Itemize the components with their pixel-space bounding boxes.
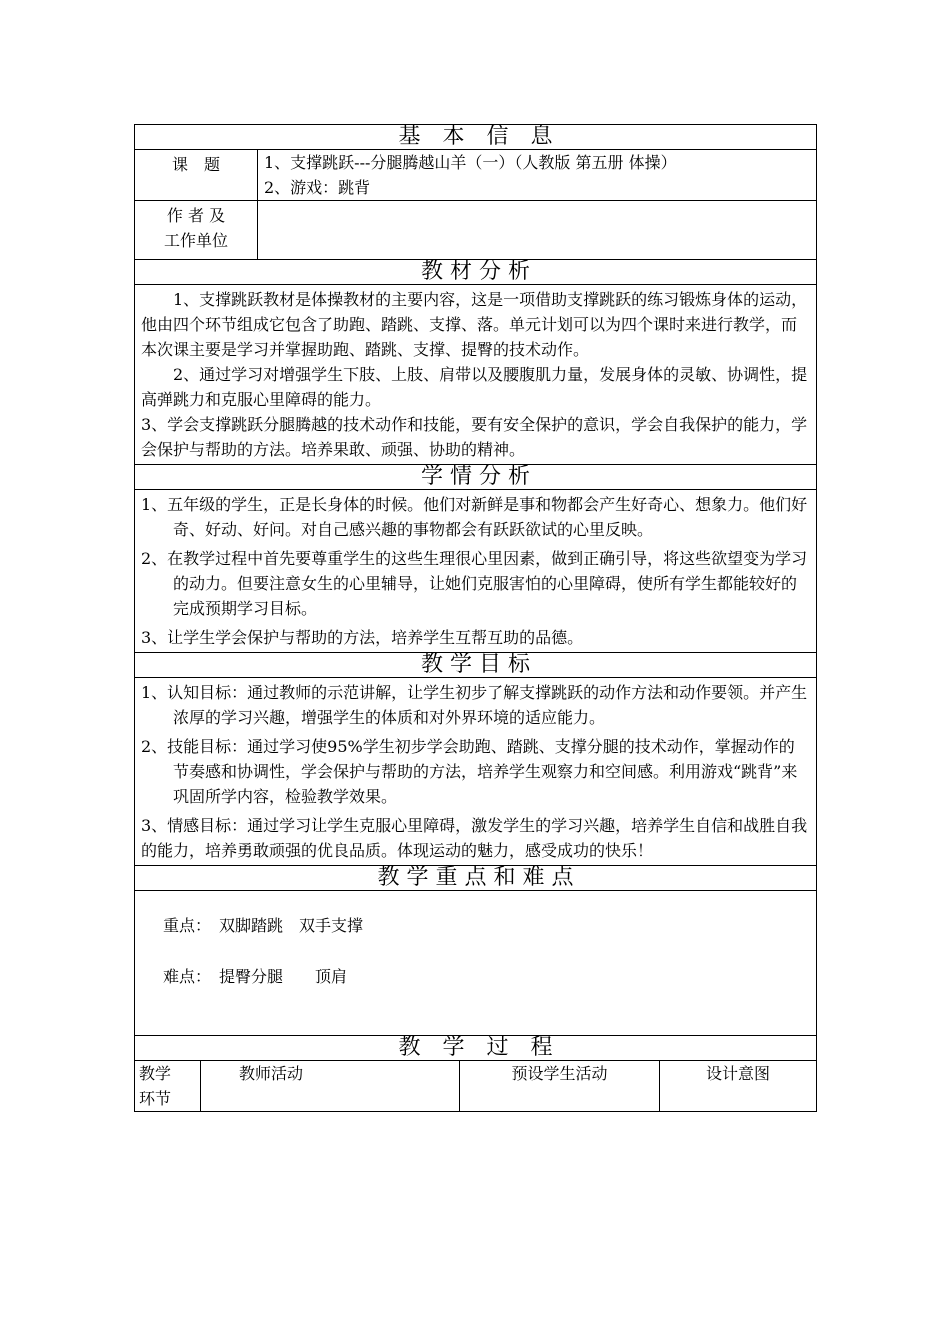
basic-info-heading: 基 本 信 息 xyxy=(135,125,817,150)
student-analysis-heading: 学 情 分 析 xyxy=(135,465,817,490)
topic-line-1: 1、支撑跳跃---分腿腾越山羊（一）（人教版 第五册 体操） xyxy=(264,153,677,172)
col-intent: 设计意图 xyxy=(660,1061,817,1112)
col-stage-label: 教学环节 xyxy=(139,1064,172,1108)
student-analysis-body xyxy=(135,490,817,653)
col-teacher: 教师活动 xyxy=(201,1061,460,1112)
material-analysis-body xyxy=(135,285,817,465)
material-paragraph-1: 1、支撑跳跃教材是体操教材的主要内容，这是一项借助支撑跳跃的练习锻炼身体的运动，他由四个环节组成它包含了助跑、踏跳、支撑、落。单元计划可以为四个课时来进行教学，而本次课主要是学习并掌握助跑、踏跳、支撑、提臀的技术动作。 xyxy=(141,290,808,359)
student-item-3: 3、让学生学会保护与帮助的方法，培养学生互帮互助的品德。 xyxy=(141,628,584,647)
col-student: 预设学生活动 xyxy=(460,1061,660,1112)
goal-emotional: 3、情感目标：通过学习让学生克服心里障碍，激发学生的学习兴趣，培养学生自信和战胜自我的能力，培养勇敢顽强的优良品质。体现运动的魅力，感受成功的快乐！ xyxy=(141,816,808,860)
process-heading: 教 学 过 程 xyxy=(135,1036,817,1061)
lesson-plan-table xyxy=(134,124,817,1112)
topic-label: 课 题 xyxy=(135,150,258,201)
col-stage xyxy=(135,1061,201,1112)
focus-point: 重点： 双脚踏跳 双手支撑 xyxy=(163,916,364,935)
student-item-1: 1、五年级的学生，正是长身体的时候。他们对新鲜是事和物都会产生好奇心、想象力。他们好奇、好动、好问。对自己感兴趣的事物都会有跃跃欲试的心里反映。 xyxy=(141,495,808,539)
author-value xyxy=(258,201,817,260)
material-paragraph-2: 2、通过学习对增强学生下肢、上肢、肩带以及腰腹肌力量，发展身体的灵敏、协调性，提高弹跳力和克服心里障碍的能力。 xyxy=(141,365,808,409)
topic-value xyxy=(258,150,817,201)
teaching-goals-heading: 教 学 目 标 xyxy=(135,653,817,678)
key-points-heading: 教 学 重 点 和 难 点 xyxy=(135,866,817,891)
topic-line-2: 2、游戏：跳背 xyxy=(264,178,371,197)
student-item-2: 2、在教学过程中首先要尊重学生的这些生理很心里因素，做到正确引导，将这些欲望变为学习的动力。但要注意女生的心里辅导，让她们克服害怕的心里障碍，使所有学生都能较好的完成预期学习目标。 xyxy=(141,549,808,618)
lesson-plan-document xyxy=(134,124,816,1112)
goal-cognitive: 1、认知目标：通过教师的示范讲解，让学生初步了解支撑跳跃的动作方法和动作要领。并产生浓厚的学习兴趣，增强学生的体质和对外界环境的适应能力。 xyxy=(141,683,808,727)
author-label xyxy=(135,201,258,260)
key-points-body xyxy=(135,891,817,1036)
material-paragraph-3: 3、学会支撑跳跃分腿腾越的技术动作和技能，要有安全保护的意识，学会自我保护的能力，学会保护与帮助的方法。培养果敢、顽强、协助的精神。 xyxy=(141,415,808,459)
goal-skill: 2、技能目标：通过学习使95%学生初步学会助跑、踏跳、支撑分腿的技术动作，掌握动作的节奏感和协调性，学会保护与帮助的方法，培养学生观察力和空间感。利用游戏“跳背”来巩固所学内容，检验教学效果。 xyxy=(141,737,798,806)
material-analysis-heading: 教 材 分 析 xyxy=(135,260,817,285)
author-label-line-1: 作 者 及 xyxy=(166,206,226,225)
teaching-goals-body xyxy=(135,678,817,866)
author-label-line-2: 工作单位 xyxy=(163,231,228,250)
difficulty-point: 难点： 提臀分腿 顶肩 xyxy=(163,967,348,986)
